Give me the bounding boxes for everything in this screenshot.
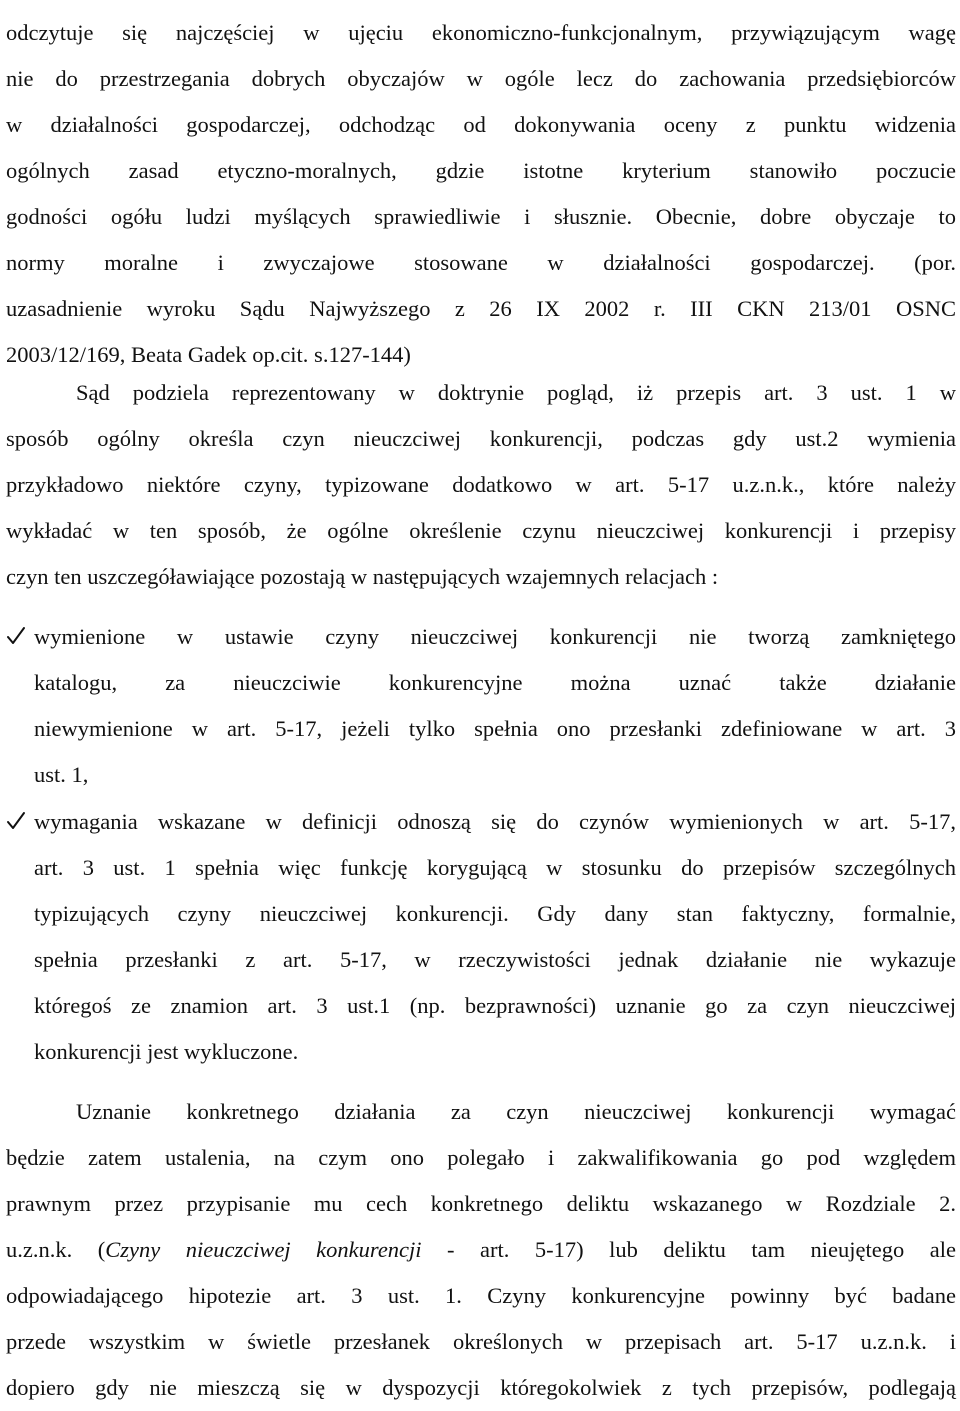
bullet-item bbox=[6, 799, 956, 1075]
bullet-line: któregoś ze znamion art. 3 ust.1 (np. bezprawności) uznanie go za czyn nieuczciwej bbox=[34, 993, 956, 1018]
final-line-part: - art. 5-17) lub deliktu tam nieujętego ale bbox=[421, 1237, 956, 1262]
bullet-line: art. 3 ust. 1 spełnia więc funkcję korygującą w stosunku do przepisów szczególnych bbox=[34, 855, 956, 880]
bullet-line: niewymienione w art. 5-17, jeżeli tylko spełnia ono przesłanki zdefiniowane w art. 3 bbox=[34, 716, 956, 741]
chapter-title-italic: Czyny nieuczciwej konkurencji bbox=[105, 1237, 422, 1262]
final-line: będzie zatem ustalenia, na czym ono polegało i zakwalifikowania go pod względem bbox=[6, 1145, 956, 1170]
bullet-line: ust. 1, bbox=[34, 762, 89, 787]
bullet-item bbox=[6, 614, 956, 798]
court-line: Sąd podziela reprezentowany w doktrynie pogląd, iż przepis art. 3 ust. 1 w bbox=[76, 380, 956, 405]
intro-line: ogólnych zasad etyczno-moralnych, gdzie istotne kryterium stanowiło poczucie bbox=[6, 158, 956, 183]
final-line bbox=[6, 1227, 956, 1273]
intro-line: nie do przestrzegania dobrych obyczajów w ogóle lecz do zachowania przedsiębiorców bbox=[6, 66, 956, 91]
intro-line: 2003/12/169, Beata Gadek op.cit. s.127-144) bbox=[6, 342, 411, 367]
final-paragraph bbox=[6, 1089, 956, 1411]
intro-line: uzasadnienie wyroku Sądu Najwyższego z 26 IX 2002 r. III CKN 213/01 OSNC bbox=[6, 296, 956, 321]
bullet-line: spełnia przesłanki z art. 5-17, w rzeczywistości jednak działanie nie wykazuje bbox=[34, 947, 956, 972]
court-paragraph bbox=[6, 370, 956, 600]
intro-line: normy moralne i zwyczajowe stosowane w działalności gospodarczej. (por. bbox=[6, 250, 956, 275]
final-line: przede wszystkim w świetle przesłanek określonych w przepisach art. 5-17 u.z.n.k. i bbox=[6, 1329, 956, 1354]
final-line: dopiero gdy nie mieszczą się w dyspozycji któregokolwiek z tych przepisów, podlegają bbox=[6, 1375, 956, 1400]
bullet-line: wymienione w ustawie czyny nieuczciwej konkurencji nie tworzą zamkniętego bbox=[34, 624, 956, 649]
bullet-line: katalogu, za nieuczciwie konkurencyjne można uznać także działanie bbox=[34, 670, 956, 695]
final-line: odpowiadającego hipotezie art. 3 ust. 1. Czyny konkurencyjne powinny być badane bbox=[6, 1283, 956, 1308]
court-line: wykładać w ten sposób, że ogólne określenie czynu nieuczciwej konkurencji i przepisy bbox=[6, 518, 956, 543]
intro-line: odczytuje się najczęściej w ujęciu ekonomiczno-funkcjonalnym, przywiązującym wagę bbox=[6, 20, 956, 45]
intro-line: w działalności gospodarczej, odchodząc od dokonywania oceny z punktu widzenia bbox=[6, 112, 956, 137]
bullet-line: konkurencji jest wykluczone. bbox=[34, 1039, 299, 1064]
bullet-line: typizujących czyny nieuczciwej konkurencji. Gdy dany stan faktyczny, formalnie, bbox=[34, 901, 956, 926]
intro-line: godności ogółu ludzi myślących sprawiedliwie i słusznie. Obecnie, dobre obyczaje to bbox=[6, 204, 956, 229]
court-line: czyn ten uszczegóławiające pozostają w następujących wzajemnych relacjach : bbox=[6, 564, 719, 589]
final-line: Uznanie konkretnego działania za czyn nieuczciwej konkurencji wymagać bbox=[76, 1099, 956, 1124]
final-line: prawnym przez przypisanie mu cech konkretnego deliktu wskazanego w Rozdziale 2. bbox=[6, 1191, 956, 1216]
checkmark-icon bbox=[6, 614, 30, 660]
checkmark-icon bbox=[6, 799, 30, 845]
final-line-part: u.z.n.k. ( bbox=[6, 1237, 106, 1262]
court-line: sposób ogólny określa czyn nieuczciwej konkurencji, podczas gdy ust.2 wymienia bbox=[6, 426, 956, 451]
bullet-line: wymagania wskazane w definicji odnoszą się do czynów wymienionych w art. 5-17, bbox=[34, 809, 956, 834]
court-line: przykładowo niektóre czyny, typizowane dodatkowo w art. 5-17 u.z.n.k., które należy bbox=[6, 472, 956, 497]
intro-paragraph bbox=[6, 10, 956, 378]
